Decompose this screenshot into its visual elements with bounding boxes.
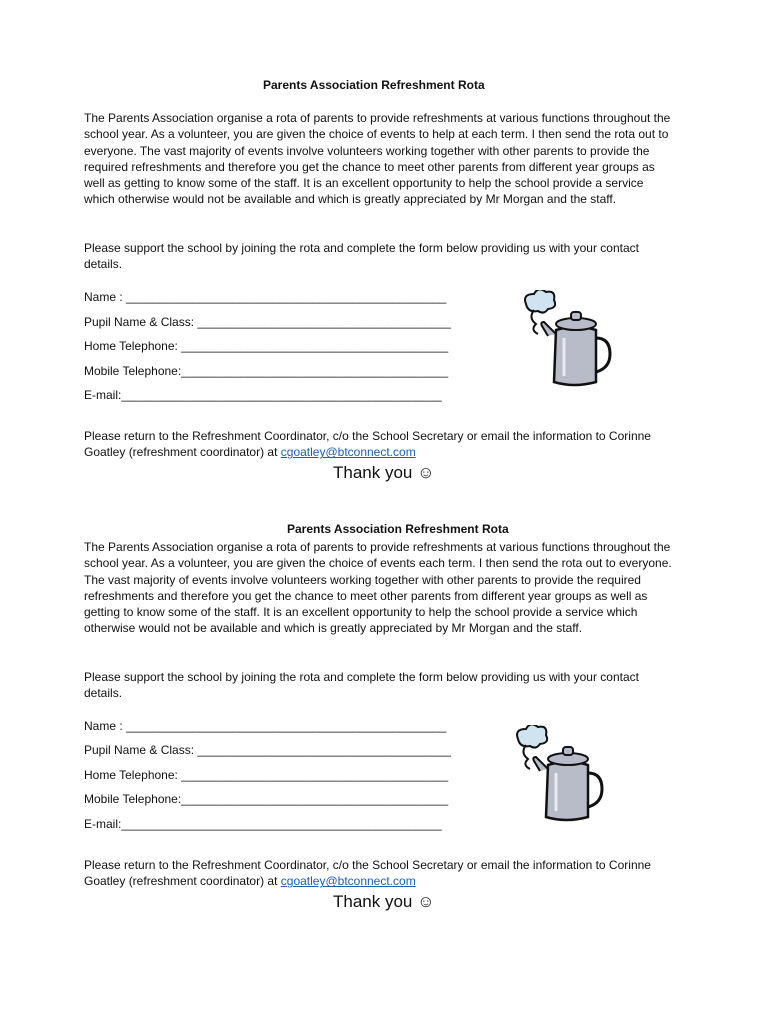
form-2-return-text: Please return to the Refreshment Coordinator, c/o the School Secretary or email the information to Corinne Goatley (refreshment coordinator) at: [84, 858, 651, 889]
form-2-support: Please support the school by joining the rota and complete the form below providing us with your contact details.: [84, 670, 639, 701]
form-2-title: Parents Association Refreshment Rota: [287, 522, 509, 536]
form-2-thanks: Thank you ☺: [333, 892, 435, 911]
form-1-mobile-field[interactable]: Mobile Telephone:________________________________________: [84, 364, 449, 378]
form-1-thanks: Thank you ☺: [333, 463, 435, 482]
form-1-intro: The Parents Association organise a rota of parents to provide refreshments at various functions throughout the school year. As a volunteer, you are given the choice of events to help at each term. I then send the rota out to everyone. The vast majority of events involve volunteers working together with other parents to provide the required refreshments and therefore you get the chance to meet other parents from different year groups as well as getting to know some of the staff. It is an excellent opportunity to help the school provide a service which otherwise would not be available and which is greatly appreciated by Mr Morgan and the staff.: [84, 111, 671, 207]
form-2-pupil-field[interactable]: Pupil Name & Class: ______________________________________: [84, 743, 451, 757]
form-2-return-note: [84, 857, 664, 890]
form-1-title: Parents Association Refreshment Rota: [263, 78, 485, 92]
form-2-intro: The Parents Association organise a rota of parents to provide refreshments at various functions throughout the school year. As a volunteer, you are given the choice of events each term. I then send the rota out to everyone. The vast majority of events involve volunteers working together with other parents to provide the required refreshments and therefore you get the chance to meet other parents from different year groups as well as getting to know some of the staff. It is an excellent opportunity to help the school provide a service which otherwise would not be available and which is greatly appreciated by Mr Morgan and the staff.: [84, 540, 672, 636]
form-1-return-text: Please return to the Refreshment Coordinator, c/o the School Secretary or email the information to Corinne Goatley (refreshment coordinator) at: [84, 429, 651, 460]
form-1-email-field[interactable]: E-mail:________________________________________________: [84, 388, 442, 402]
coffee-pot-icon: [508, 725, 608, 825]
form-2-email-field[interactable]: E-mail:________________________________________________: [84, 817, 442, 831]
form-2-mobile-field[interactable]: Mobile Telephone:________________________________________: [84, 792, 449, 806]
form-2-email-link[interactable]: cgoatley@btconnect.com: [280, 874, 416, 889]
form-1-name-field[interactable]: Name : ________________________________________________: [84, 290, 447, 304]
form-1-home-phone-field[interactable]: Home Telephone: ________________________________________: [84, 339, 449, 353]
form-1-email-link[interactable]: cgoatley@btconnect.com: [280, 445, 416, 460]
form-1-pupil-field[interactable]: Pupil Name & Class: ______________________________________: [84, 315, 451, 329]
form-1-support: Please support the school by joining the rota and complete the form below providing us with your contact details.: [84, 241, 639, 272]
form-2-name-field[interactable]: Name : ________________________________________________: [84, 719, 447, 733]
form-2-home-phone-field[interactable]: Home Telephone: ________________________________________: [84, 768, 449, 782]
